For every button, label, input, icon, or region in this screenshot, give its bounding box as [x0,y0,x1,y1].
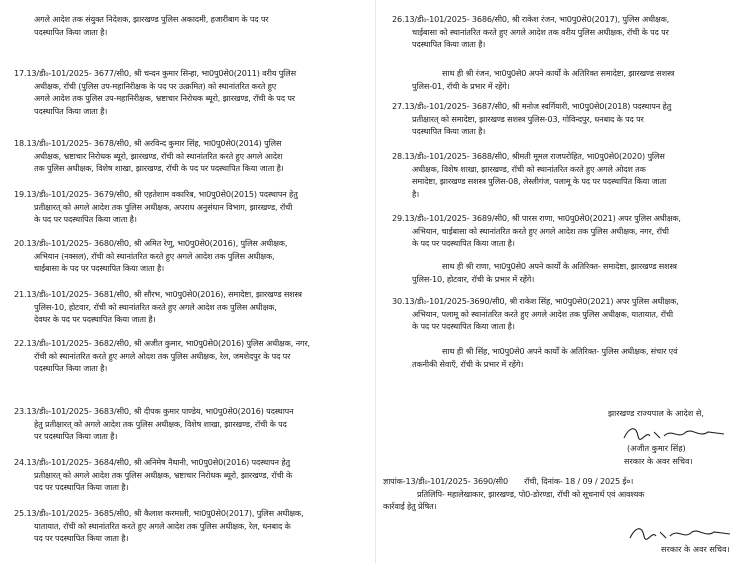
entry-number: 19. [14,189,27,199]
text-line: पर पदस्थापित किया जाता है। [34,431,118,442]
entry-number: 20. [14,238,27,248]
text-line: के पद पर पदस्थापित किया जाता है। [34,214,137,225]
text-line: प्रतीक्षारत् को अगले आदेश तक पुलिस अधीक्षक, अपराध अनुसंधान विभाग, झारखण्ड, रॉची [34,201,293,212]
signer-title-2: सरकार के अवर सचिव। [661,544,730,554]
text-line: 13/डी₀-101/2025-3690/सी0, श्री राकेश सिंह, भा0पु0से0(2021) अपर पुलिस अधीक्षक, [404,296,679,306]
entry-number: 24. [14,457,27,467]
text-line: के पद पर पदस्थापित किया जाता है। [412,238,515,249]
text-line: तकनीकी सेवाएँ, रॉची के प्रभार में रहेंगे। [412,358,524,369]
text-line: पद पर पदस्थापित किया जाता है। [34,482,129,493]
copy-line: कार्रवाई हेतु प्रेषित। [383,501,437,512]
order-entry-27 [392,100,671,138]
text-line: पदस्थापित किया जाता है। [34,26,108,37]
text-line: साथ ही श्री राणा, भा0पु0से0 अपने कार्यों के अतिरिक्त- समादेष्टा, झारखण्ड सशस्त्र [442,261,677,271]
order-entry-23 [14,405,293,443]
text-line: 13/डी₀-101/2025- 3680/सी0, श्री अमित रेणु, भा0पु0से0(2016), पुलिस अधीक्षक, [26,238,288,248]
signature-mark-2 [626,522,736,544]
entry-number: 18. [14,138,27,148]
signature-mark [620,424,730,444]
signer-name: (अजीत कुमार सिंह) [627,443,686,453]
text-line: हेतु प्रतीक्षारत् को अगले आदेश तक पुलिस अधीक्षक, विशेष शाखा, झारखण्ड, रॉची के पद [34,418,287,429]
memo-block [383,475,644,513]
text-line: 13/डी₀-101/2025- 3686/सी0, श्री राकेश रंजन, भा0पु0से0(2017), पुलिस अधीक्षक, [404,14,670,24]
text-line: 13/डी₀-101/2025- 3681/सी0, श्री सौरभ, भा0पु0से0(2016), समादेष्टा, झारखण्ड सशस्त्र [26,289,302,299]
text-line: 13/डी₀-101/2025- 3677/सी0, श्री चन्दन कुमार सिन्हा, भा0पु0से0(2011) वरीय पुलिस [26,68,296,78]
text-line: देवघर के पद पर पदस्थापित किया जाता है। [34,314,156,325]
text-line: अगले आदेश तक संयुक्त निदेशक, झारखण्ड पुलिस अकादमी, हजारीबाग के पद पर [34,14,269,24]
order-entry-25 [14,507,303,545]
entry-number: 21. [14,289,27,299]
order-entry-19 [14,188,298,226]
text-line: अभियान, पलामू को स्थानांतरित करते हुए अगले आदेश तक पुलिस अधीक्षक, यातायात, रॉची [412,308,673,319]
additional-charge-26 [412,67,674,92]
entry-number: 28. [392,151,405,161]
text-line: अधीक्षक, विशेष शाखा, झारखण्ड, रॉची को स्थानांतरित करते हुए अगले ओदश तक [412,163,646,174]
order-entry-26 [392,13,669,51]
text-line: पुलिस-01, रॉची के प्रभार में रहेंगे। [412,80,510,91]
text-line: साथ ही श्री रंजन, भा0पु0से0 अपने कार्यों के अतिरिक्त समादेष्टा, झारखण्ड सशस्त्र [442,68,675,78]
order-entry-24 [14,456,292,494]
text-line: 13/डी₀-101/2025- 3688/सी0, श्रीमती मूमल राजपरोहित, भा0पु0से0(2020) पुलिस [404,151,665,161]
order-entry-17 [14,67,296,117]
text-line: तक पुलिस अधीक्षक, विशेष शाखा, झारखण्ड, रॉची के पद पर पदस्थापित किया जाता है। [34,163,284,174]
signer-title: सरकार के अवर सचिव। [624,456,693,466]
order-entry-22 [14,337,310,375]
order-entry-28 [392,150,666,200]
text-line: चाईबासा के पद पर पदस्थापित किया जाता है। [34,263,165,274]
text-line: 13/डी₀-101/2025- 3687/सी0, श्री मनोज स्वर्गियारी, भा0पु0से0(2018) पदस्थापन हेतु [404,101,672,111]
text-line: 13/डी₀-101/2025- 3682/सी0, श्री अजीत कुमार, भा0पु0से0(2016) पुलिस अधीक्षक, नगर, [26,338,310,348]
order-entry-21 [14,288,302,326]
text-line: समादेष्टा, झारखण्ड सशस्त्र पुलिस-08, लेस्लीगंज, पलामू के पद पर पदस्थापित किया जाता [412,176,667,187]
entry-number: 17. [14,68,27,78]
text-line: अधीक्षक, भ्रष्टाचार निरोधक ब्यूरो, झारखण्ड, रॉची को स्थानांतरित करते हुए अगले आदेश [34,150,283,161]
text-line: के पद पर पदस्थापित किया जाता है। [412,321,515,332]
entry-number: 22. [14,338,27,348]
text-line: चाईबासा को स्थानांतरित करते हुए अगले आदेश तक वरीय पुलिस अधीक्षक, रॉची के पद पर [412,26,669,37]
text-line: 13/डी₀-101/2025- 3685/सी0, श्री कैलाश करमाली, भा0पु0से0(2017), पुलिस अधीक्षक, [26,508,304,518]
order-by-governor: झारखण्ड राज्यपाल के आदेश से, [608,408,704,418]
left-intro [34,13,268,38]
order-entry-29 [392,212,681,250]
entry-number: 26. [392,14,405,24]
text-line: पद पर पदस्थापित किया जाता है। [34,533,129,544]
entry-number: 29. [392,213,405,223]
text-line: 13/डी₀-101/2025- 3683/सी0, श्री दीपक कुमार पाण्डेय, भा0पु0से0(2016) पदस्थापन [26,406,294,416]
memo-place-date: रॉची, दिनांक- 18 / 09 / 2025 ई०। [524,476,634,486]
memo-number: ज्ञापांक-13/डी₀-101/2025- 3690/सी0 [383,476,508,486]
text-line: रॉची को स्थानांतरित करते हुए अगले ओदश तक पुलिस अधीक्षक, रेल, जमशेदपुर के पद पर [34,350,291,361]
order-entry-20 [14,237,287,275]
text-line: अभियान (नक्सल), रॉची को स्थानांतरित करते हुए अगले आदेश तक पुलिस अधीक्षक, [34,250,275,261]
text-line: पदस्थापित किया जाता है। [34,105,108,116]
text-line: 13/डी₀-101/2025- 3678/सी0, श्री अरविन्द कुमार सिंह, भा0पु0से0(2014) पुलिस [26,138,282,148]
text-line: अगले आदेश तक पुलिस उप-महानिरीक्षक, भ्रष्टाचार निरोधक ब्यूरो, झारखण्ड, रॉची के पद पर [34,93,295,104]
text-line: पुलिस-10, होटवार, रॉची को स्थानांतरित करते हुए अगले आदेश तक पुलिस अधीक्षक, [34,301,277,312]
text-line: प्रतीक्षारत् को समादेष्टा, झारखण्ड सशस्त्र पुलिस-03, गोविन्दपुर, धनबाद के पद पर [412,113,644,124]
text-line: है। [412,188,420,199]
text-line: पुलिस-10, होटवार, रॉची के प्रभार में रहेंगे। [412,273,535,284]
text-line: साथ ही श्री सिंह, भा0पु0से0 अपने कार्यों के अतिरिक्त- पुलिस अधीक्षक, संचार एवं [442,346,678,356]
entry-number: 23. [14,406,27,416]
order-entry-18 [14,137,284,175]
text-line: 13/डी₀-101/2025- 3679/सी0, श्री एहतेशाम वकारिब, भा0पु0से0(2015) पदस्थापन हेतु [26,189,298,199]
entry-number: 30. [392,296,405,306]
text-line: प्रतीक्षारत् को अगले आदेश तक पुलिस अधीक्षक, भ्रष्टाचार निरोधक ब्यूरो, झारखण्ड, रॉची के [34,469,293,480]
text-line: 13/डी₀-101/2025- 3689/सी0, श्री पारस राणा, भा0पु0से0(2021) अपर पुलिस अधीक्षक, [404,213,681,223]
order-entry-30 [392,295,679,333]
text-line: पदस्थापित किया जाता है। [412,39,486,50]
text-line: यातायात, रॉची को स्थानांतरित करते हुए अगले आदेश तक पुलिस अधीक्षक, रेल, धनबाद के [34,520,291,531]
text-line: अधीक्षक, रॉची (पुलिस उप-महानिरीक्षक के पद पर उत्क्रमित) को स्थानांतरित करते हुए [34,80,277,91]
text-line: पदस्थापित किया जाता है। [412,126,486,137]
entry-number: 27. [392,101,405,111]
text-line: अभियान, चाईबासा को स्थानांतरित करते हुए अगले आदेश तक पुलिस अधीक्षक, नगर, रॉची [412,225,669,236]
copy-line: प्रतिलिपि- महालेखाकार, झारखण्ड, पो0-डोरण्डा, रॉची को सूचनार्थ एवं आवश्यक [417,488,645,499]
column-divider [375,0,376,563]
text-line: 13/डी₀-101/2025- 3684/सी0, श्री अनिमेष नैथानी, भा0पु0से0(2016) पदस्थापन हेतु [26,457,290,467]
text-line: पदस्थापित किया जाता है। [34,363,108,374]
entry-number: 25. [14,508,27,518]
additional-charge-30 [412,345,677,370]
additional-charge-29 [412,260,677,285]
